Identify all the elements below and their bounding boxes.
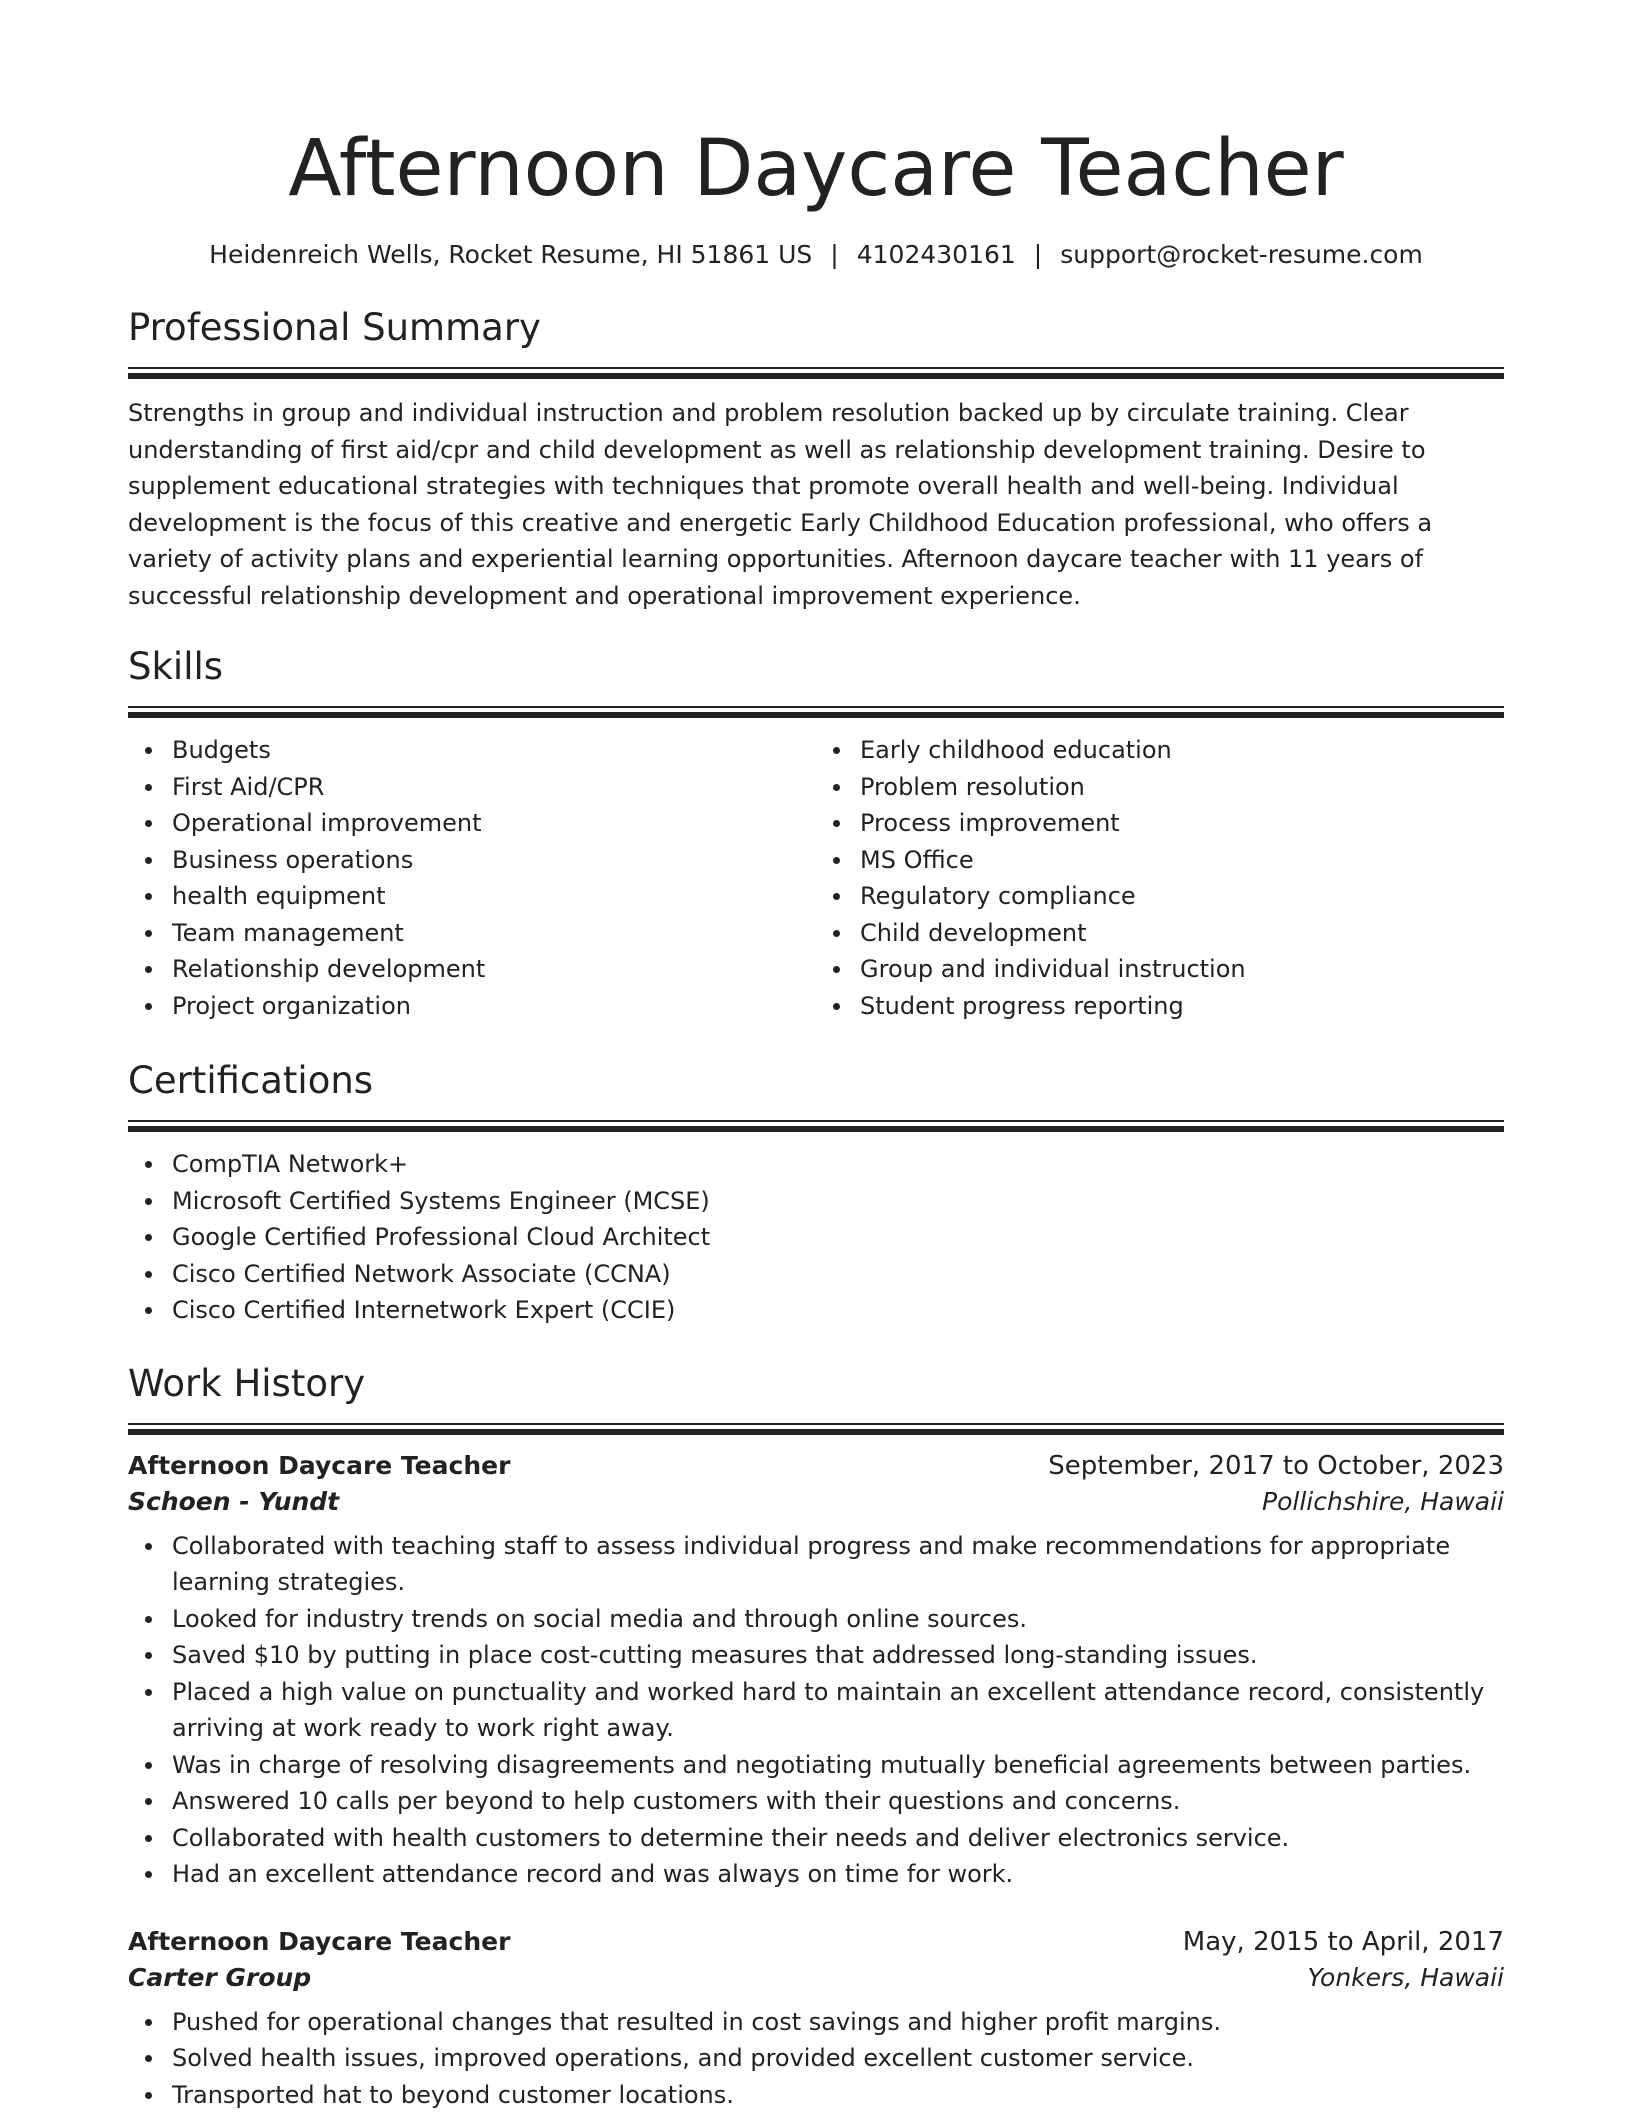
skill-item: Budgets <box>172 732 816 769</box>
job-company: Schoen - Yundt <box>128 1487 339 1516</box>
skill-item: Team management <box>172 915 816 952</box>
section-divider <box>128 1423 1504 1435</box>
certification-item: CompTIA Network+ <box>172 1146 1504 1183</box>
skill-item: MS Office <box>860 842 1504 879</box>
job-bullet: Solved health issues, improved operations, and provided excellent customer service. <box>172 2040 1504 2077</box>
job-subheader-row <box>128 1487 1504 1516</box>
skills-list-left <box>128 732 816 1024</box>
certification-item: Cisco Certified Network Associate (CCNA) <box>172 1256 1504 1293</box>
skill-item: Problem resolution <box>860 769 1504 806</box>
job-bullets <box>128 2004 1504 2113</box>
certifications-section <box>128 1062 1504 1329</box>
section-title-summary: Professional Summary <box>128 309 1504 346</box>
certification-item: Cisco Certified Internetwork Expert (CCIE) <box>172 1292 1504 1329</box>
job-bullet: Looked for industry trends on social media and through online sources. <box>172 1601 1504 1638</box>
job-bullet: Transported hat to beyond customer locations. <box>172 2077 1504 2113</box>
job-location: Yonkers, Hawaii <box>1308 1963 1505 1992</box>
job-dates: September, 2017 to October, 2023 <box>1048 1451 1504 1481</box>
section-divider <box>128 706 1504 718</box>
certification-item: Google Certified Professional Cloud Architect <box>172 1219 1504 1256</box>
job-entry <box>128 1927 1504 2113</box>
job-bullet: Saved $10 by putting in place cost-cutting measures that addressed long-standing issues. <box>172 1637 1504 1674</box>
job-company: Carter Group <box>128 1963 311 1992</box>
skill-item: Student progress reporting <box>860 988 1504 1025</box>
job-bullet: Collaborated with health customers to determine their needs and deliver electronics service. <box>172 1820 1504 1857</box>
contact-separator: | <box>830 240 838 269</box>
job-dates: May, 2015 to April, 2017 <box>1183 1927 1504 1957</box>
skill-item: health equipment <box>172 878 816 915</box>
job-entry <box>128 1451 1504 1893</box>
skill-item: Early childhood education <box>860 732 1504 769</box>
skills-list-right <box>816 732 1504 1024</box>
section-divider <box>128 367 1504 379</box>
skill-item: Business operations <box>172 842 816 879</box>
job-bullet: Answered 10 calls per beyond to help customers with their questions and concerns. <box>172 1783 1504 1820</box>
skill-item: Process improvement <box>860 805 1504 842</box>
skill-item: Operational improvement <box>172 805 816 842</box>
job-bullet: Was in charge of resolving disagreements and negotiating mutually beneficial agreements between parties. <box>172 1747 1504 1784</box>
summary-section <box>128 309 1504 614</box>
resume-name: Afternoon Daycare Teacher <box>128 130 1504 208</box>
job-location: Pollichshire, Hawaii <box>1262 1487 1504 1516</box>
job-header-row <box>128 1451 1504 1481</box>
skill-item: First Aid/CPR <box>172 769 816 806</box>
job-title: Afternoon Daycare Teacher <box>128 1927 510 1956</box>
contact-email: support@rocket-resume.com <box>1060 240 1423 269</box>
certifications-list <box>128 1146 1504 1329</box>
job-bullet: Pushed for operational changes that resulted in cost savings and higher profit margins. <box>172 2004 1504 2041</box>
skill-item: Regulatory compliance <box>860 878 1504 915</box>
skill-item: Project organization <box>172 988 816 1025</box>
contact-line <box>128 240 1504 269</box>
summary-text: Strengths in group and individual instruction and problem resolution backed up by circulate training. Clear understanding of first aid/cpr and child development as well as relationship development training. Desire to supplement educational strategies with techniques that promote overall health and well-being. Individual development is the focus of this creative and energetic Early Childhood Education professional, who offers a variety of activity plans and experiential learning opportunities. Afternoon daycare teacher with 11 years of successful relationship development and operational improvement experience. <box>128 395 1504 614</box>
job-bullet: Collaborated with teaching staff to assess individual progress and make recommendations for appropriate learning strategies. <box>172 1528 1504 1601</box>
skills-columns <box>128 732 1504 1024</box>
skills-section <box>128 648 1504 1024</box>
job-bullets <box>128 1528 1504 1893</box>
work-history-section <box>128 1365 1504 2113</box>
job-header-row <box>128 1927 1504 1957</box>
contact-address: Heidenreich Wells, Rocket Resume, HI 51861 US <box>209 240 812 269</box>
job-bullet: Placed a high value on punctuality and worked hard to maintain an excellent attendance record, consistently arriving at work ready to work right away. <box>172 1674 1504 1747</box>
resume-page <box>128 0 1504 2113</box>
skill-item: Child development <box>860 915 1504 952</box>
job-title: Afternoon Daycare Teacher <box>128 1451 510 1480</box>
section-divider <box>128 1120 1504 1132</box>
section-title-skills: Skills <box>128 648 1504 685</box>
job-subheader-row <box>128 1963 1504 1992</box>
contact-phone: 4102430161 <box>857 240 1016 269</box>
section-title-work-history: Work History <box>128 1365 1504 1402</box>
certification-item: Microsoft Certified Systems Engineer (MCSE) <box>172 1183 1504 1220</box>
section-title-certifications: Certifications <box>128 1062 1504 1099</box>
contact-separator: | <box>1034 240 1042 269</box>
skill-item: Relationship development <box>172 951 816 988</box>
job-bullet: Had an excellent attendance record and was always on time for work. <box>172 1856 1504 1893</box>
skill-item: Group and individual instruction <box>860 951 1504 988</box>
